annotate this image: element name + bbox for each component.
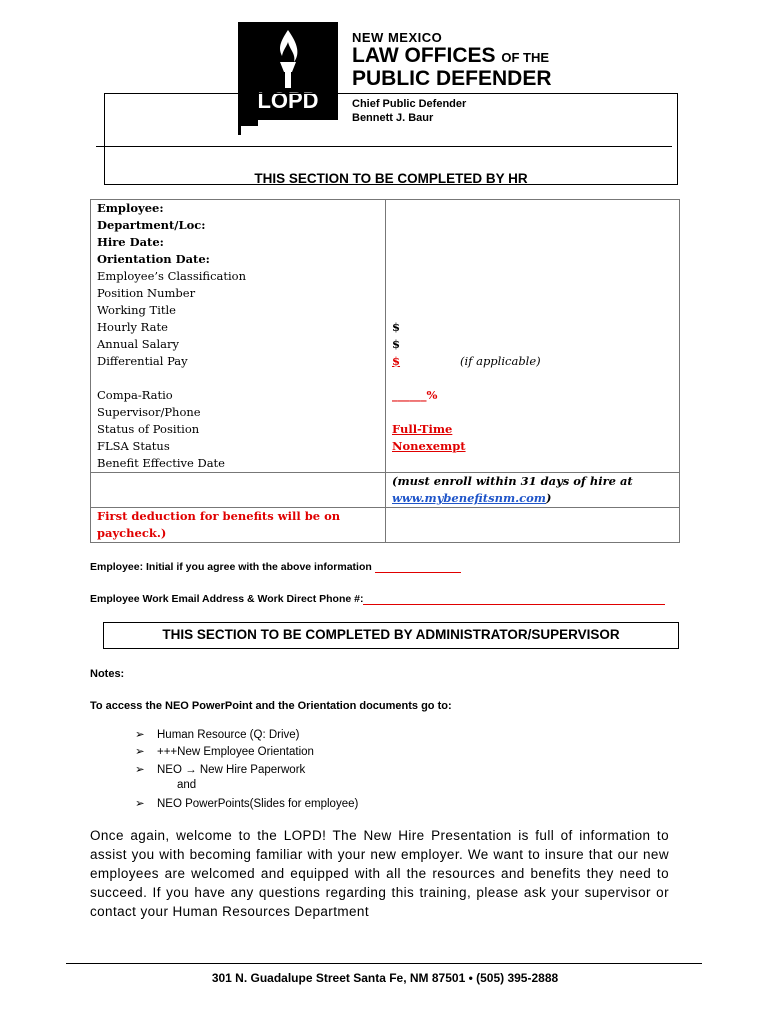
org-line-1: NEW MEXICO bbox=[352, 30, 443, 45]
arrow-bullet-icon: ➢ bbox=[135, 729, 145, 741]
row-label: Annual Salary bbox=[91, 336, 386, 353]
hr-section-title: THIS SECTION TO BE COMPLETED BY HR bbox=[254, 171, 528, 186]
row-label: Hourly Rate bbox=[91, 319, 386, 336]
row-label: Employee: bbox=[91, 200, 386, 218]
org-line-2b: OF THE bbox=[501, 50, 550, 65]
table-row bbox=[91, 285, 680, 302]
differential-pay-value[interactable] bbox=[386, 353, 680, 387]
org-line-3: PUBLIC DEFENDER bbox=[352, 67, 552, 90]
bullet-continuation: and bbox=[177, 779, 197, 791]
table-row bbox=[91, 353, 680, 387]
bullet-text: NEO PowerPoints(Slides for employee) bbox=[157, 798, 359, 810]
differential-dollar: $ bbox=[392, 354, 401, 368]
flsa-value[interactable]: Nonexempt bbox=[386, 438, 680, 455]
table-row bbox=[91, 387, 680, 404]
table-row bbox=[91, 336, 680, 353]
employee-initial-line bbox=[90, 561, 461, 573]
row-label: Differential Pay bbox=[91, 353, 386, 387]
logo-text: LOPD bbox=[257, 88, 319, 113]
row-value[interactable] bbox=[386, 285, 680, 302]
bullet-item bbox=[135, 727, 300, 741]
row-label: Benefit Effective Date bbox=[91, 455, 386, 473]
table-row bbox=[91, 404, 680, 421]
row-value[interactable] bbox=[386, 302, 680, 319]
table-row bbox=[91, 455, 680, 473]
table-row bbox=[91, 217, 680, 234]
status-value[interactable]: Full-Time bbox=[386, 421, 680, 438]
email-phone-field[interactable] bbox=[363, 593, 665, 605]
cpd-name: Bennett J. Baur bbox=[352, 112, 434, 124]
hr-table bbox=[90, 199, 680, 543]
org-line-2a: LAW OFFICES bbox=[352, 44, 496, 67]
row-value[interactable] bbox=[386, 404, 680, 421]
row-value[interactable] bbox=[386, 217, 680, 234]
table-row bbox=[91, 302, 680, 319]
notes-label: Notes: bbox=[90, 668, 125, 680]
row-value bbox=[386, 508, 680, 543]
table-row bbox=[91, 438, 680, 455]
empty-cell bbox=[91, 473, 386, 508]
arrow-bullet-icon: ➢ bbox=[135, 764, 145, 776]
benefit-close: ) bbox=[545, 491, 552, 505]
bullet-text: New Hire Paperwork bbox=[199, 764, 306, 776]
table-row bbox=[91, 473, 680, 508]
bullet-item bbox=[135, 744, 314, 758]
table-row bbox=[91, 251, 680, 268]
row-label: Employee’s Classification bbox=[91, 268, 386, 285]
chief-public-defender bbox=[352, 97, 466, 125]
employee-email-line bbox=[90, 593, 665, 605]
table-row bbox=[91, 234, 680, 251]
row-label: Department/Loc: bbox=[91, 217, 386, 234]
bullet-item bbox=[135, 762, 305, 776]
right-arrow-icon: → bbox=[185, 764, 197, 776]
row-value[interactable] bbox=[386, 234, 680, 251]
arrow-bullet-icon: ➢ bbox=[135, 746, 145, 758]
table-row bbox=[91, 508, 680, 543]
row-label: Position Number bbox=[91, 285, 386, 302]
if-applicable-note: (if applicable) bbox=[460, 354, 541, 368]
hourly-rate-value[interactable]: $ bbox=[386, 319, 680, 336]
footer-divider bbox=[66, 963, 702, 964]
row-label: Compa-Ratio bbox=[91, 387, 386, 404]
row-value[interactable] bbox=[386, 455, 680, 473]
table-row bbox=[91, 319, 680, 336]
table-row bbox=[91, 421, 680, 438]
row-value[interactable] bbox=[386, 200, 680, 218]
access-text: To access the NEO PowerPoint and the Orientation documents go to: bbox=[90, 700, 452, 712]
bullet-item bbox=[135, 796, 358, 810]
arrow-bullet-icon: ➢ bbox=[135, 798, 145, 810]
row-label: Working Title bbox=[91, 302, 386, 319]
row-label: Orientation Date: bbox=[91, 251, 386, 268]
row-label: FLSA Status bbox=[91, 438, 386, 455]
row-value[interactable] bbox=[386, 251, 680, 268]
cpd-title: Chief Public Defender bbox=[352, 98, 467, 110]
table-row bbox=[91, 268, 680, 285]
employee-email-label: Employee Work Email Address & Work Direct Phone #: bbox=[90, 593, 364, 605]
annual-salary-value[interactable]: $ bbox=[386, 336, 680, 353]
bullet-text: Human Resource (Q: Drive) bbox=[157, 729, 300, 741]
org-line-2 bbox=[352, 44, 549, 68]
admin-section-title: THIS SECTION TO BE COMPLETED BY ADMINISTRATOR/SUPERVISOR bbox=[103, 622, 679, 649]
row-value[interactable] bbox=[386, 268, 680, 285]
benefit-note-cell bbox=[386, 473, 680, 508]
row-label: Hire Date: bbox=[91, 234, 386, 251]
table-row bbox=[91, 200, 680, 218]
first-deduction-note: First deduction for benefits will be on paycheck.) bbox=[91, 508, 386, 543]
row-label: Supervisor/Phone bbox=[91, 404, 386, 421]
benefit-note: (must enroll within 31 days of hire at bbox=[392, 474, 633, 488]
footer-address: 301 N. Guadalupe Street Santa Fe, NM 87501 • (505) 395-2888 bbox=[211, 971, 559, 985]
benefits-link[interactable]: www.mybenefitsnm.com bbox=[392, 491, 546, 505]
bullet-text: NEO bbox=[157, 764, 182, 776]
closing-paragraph: Once again, welcome to the LOPD! The New Hire Presentation is full of information to assist you with becoming familiar with your new employer. We want to insure that our new employees are welcomed and equipped with all the resources and benefits they need to succeed. If you have any questions regarding this training, please ask your supervisor or contact your Human Resources Department bbox=[90, 828, 669, 919]
compa-ratio-value[interactable]: ______% bbox=[386, 387, 680, 404]
header-divider bbox=[96, 146, 672, 147]
bullet-text: +++New Employee Orientation bbox=[157, 746, 314, 758]
row-label: Status of Position bbox=[91, 421, 386, 438]
employee-initial-label: Employee: Initial if you agree with the above information bbox=[90, 561, 372, 573]
initial-field[interactable] bbox=[375, 561, 461, 573]
